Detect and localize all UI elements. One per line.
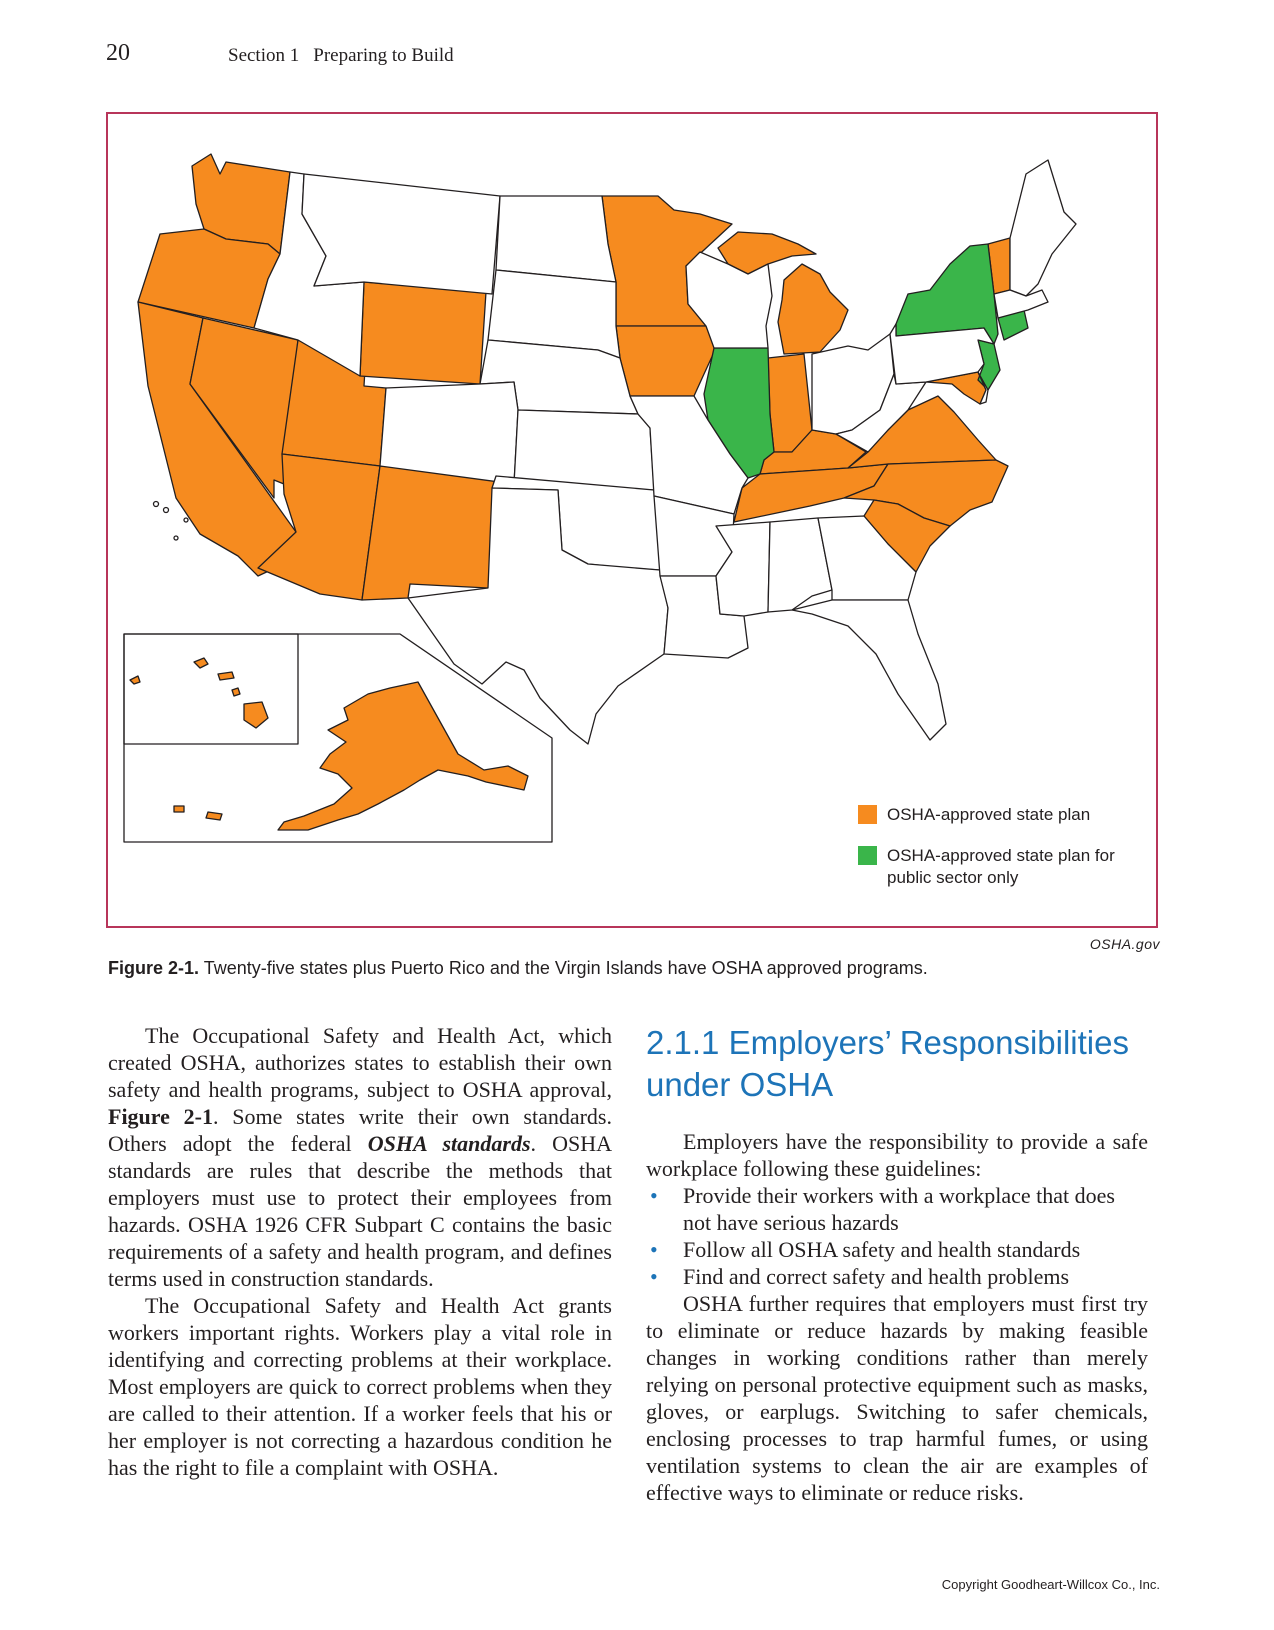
figure-source: OSHA.gov bbox=[1089, 936, 1160, 952]
paragraph bbox=[108, 1022, 612, 1292]
list-item: • Find and correct safety and health problems bbox=[646, 1263, 1148, 1290]
figure-caption bbox=[108, 958, 928, 979]
key-term: OSHA standards bbox=[367, 1131, 531, 1156]
caption-text: Twenty-five states plus Puerto Rico and the Virgin Islands have OSHA approved programs. bbox=[199, 958, 928, 978]
paragraph: The Occupational Safety and Health Act grants workers important rights. Workers play a vital role in identifying and correcting problems at their workplace. Most employers are quick to correct problems when they are called to their attention. If a worker feels that his or her employer is not correcting a hazardous condition he has the right to file a complaint with OSHA. bbox=[108, 1293, 612, 1480]
caption-label: Figure 2-1. bbox=[108, 958, 200, 978]
legend-swatch-orange bbox=[858, 805, 877, 824]
osha-state-plan-map bbox=[106, 112, 1158, 928]
running-header bbox=[228, 45, 454, 67]
legend-label: OSHA-approved state plan bbox=[887, 805, 1091, 824]
legend-item-public-sector bbox=[858, 845, 1147, 889]
legend-swatch-green bbox=[858, 846, 877, 865]
left-column bbox=[108, 1022, 612, 1481]
right-column bbox=[646, 1022, 1148, 1506]
guideline-list bbox=[646, 1182, 1148, 1290]
paragraph-text: . Some states write their own standards. Others adopt the federal bbox=[108, 1104, 612, 1156]
figure-reference: Figure 2-1 bbox=[108, 1104, 213, 1129]
paragraph: OSHA further requires that employers must first try to eliminate or reduce hazards by making feasible changes in working conditions rather than merely relying on personal protective equipment such as masks, gloves, or earplugs. Switching to safer chemicals, enclosing processes to trap harmful fumes, or using ventilation systems to clean the air are examples of effective ways to eliminate or reduce risks. bbox=[646, 1291, 1148, 1505]
list-item: • Follow all OSHA safety and health standards bbox=[646, 1236, 1148, 1263]
paragraph-text: . OSHA standards are rules that describe the methods that employers must use to protect their employees from hazards. OSHA 1926 CFR Subpart C contains the basic requirements of a safety and health program, and defines terms used in construction standards. bbox=[108, 1131, 612, 1291]
section-title: Preparing to Build bbox=[313, 45, 454, 66]
paragraph-text: The Occupational Safety and Health Act, which created OSHA, authorizes states to establish their own safety and health programs, subject to OSHA approval, bbox=[108, 1023, 612, 1102]
map-legend bbox=[858, 804, 1147, 908]
list-item: • Provide their workers with a workplace that does not have serious hazards bbox=[646, 1182, 1148, 1236]
page-number: 20 bbox=[106, 40, 130, 66]
section-label: Section 1 bbox=[228, 45, 300, 66]
paragraph: Employers have the responsibility to provide a safe workplace following these guidelines: bbox=[646, 1129, 1148, 1181]
legend-item-state-plan bbox=[858, 804, 1147, 826]
copyright: Copyright Goodheart-Willcox Co., Inc. bbox=[941, 1577, 1160, 1592]
legend-label: OSHA-approved state plan for public sector only bbox=[887, 846, 1115, 887]
section-heading: 2.1.1 Employers’ Responsibilities under OSHA bbox=[646, 1024, 1129, 1103]
